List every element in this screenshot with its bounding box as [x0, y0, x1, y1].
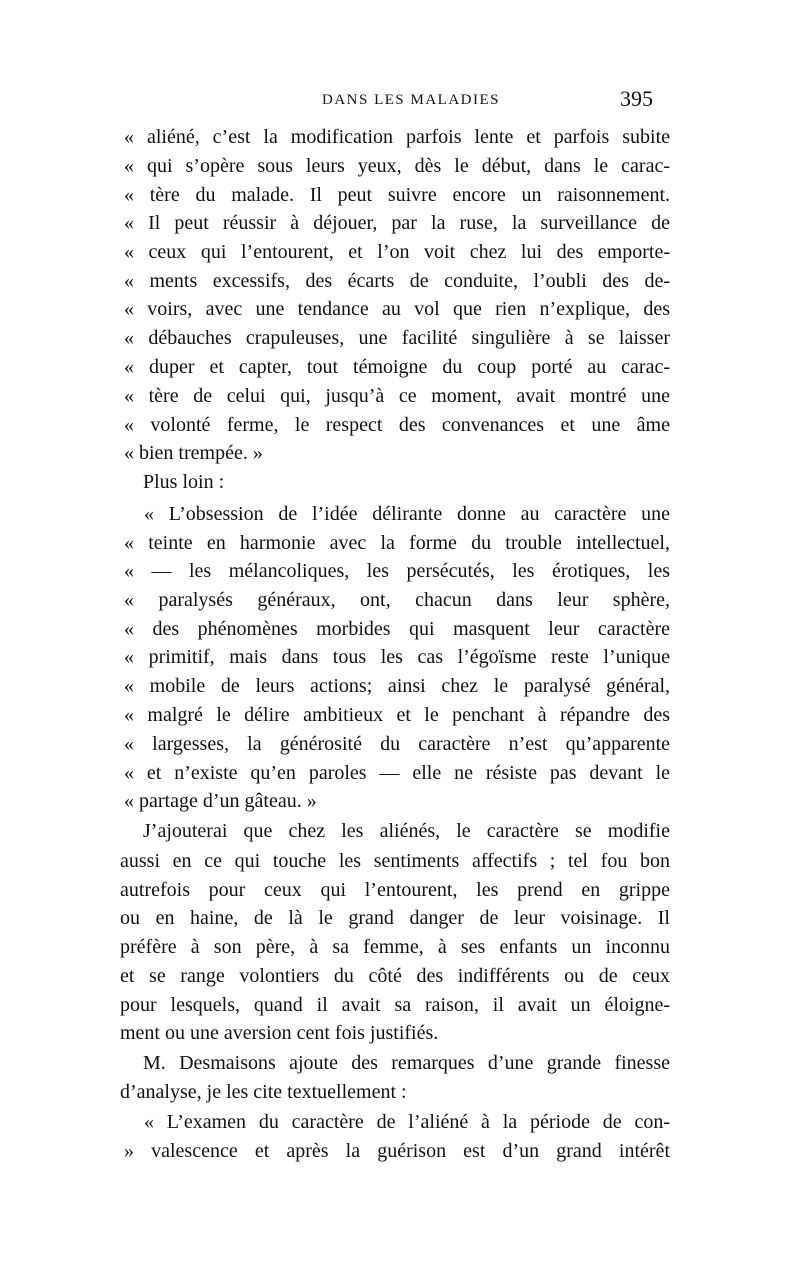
text-line: « Il peut réussir à déjouer, par la ruse, la surveillance de [124, 212, 670, 234]
text-line: » valescence et après la guérison est d’un grand intérêt [124, 1140, 670, 1162]
text-line: aussi en ce qui touche les sentiments affectifs ; tel fou bon [120, 850, 670, 872]
text-line: « ceux qui l’entourent, et l’on voit chez lui des emporte- [124, 241, 670, 263]
text-line: « aliéné, c’est la modification parfois lente et parfois subite [124, 126, 670, 148]
text-line: préfère à son père, à sa femme, à ses enfants un inconnu [120, 936, 670, 958]
text-line: « volonté ferme, le respect des convenances et une âme [124, 414, 670, 436]
text-line: « L’examen du caractère de l’aliéné à la période de con- [144, 1111, 670, 1133]
text-line: « ments excessifs, des écarts de conduite, l’oubli des de- [124, 270, 670, 292]
text-line: « partage d’un gâteau. » [124, 790, 317, 812]
text-line: autrefois pour ceux qui l’entourent, les prend en grippe [120, 879, 670, 901]
text-line: « paralysés généraux, ont, chacun dans leur sphère, [124, 589, 670, 611]
text-line: d’analyse, je les cite textuellement : [120, 1081, 407, 1103]
text-line: « duper et capter, tout témoigne du coup porté au carac- [124, 356, 670, 378]
text-line: Plus loin : [143, 471, 225, 493]
text-line: « tère de celui qui, jusqu’à ce moment, avait montré une [124, 385, 670, 407]
text-line: « tère du malade. Il peut suivre encore un raisonnement. [124, 184, 670, 206]
text-line: et se range volontiers du côté des indifférents ou de ceux [120, 965, 670, 987]
text-line: « qui s’opère sous leurs yeux, dès le début, dans le carac- [124, 155, 670, 177]
text-line: « teinte en harmonie avec la forme du trouble intellectuel, [124, 532, 670, 554]
text-line: ment ou une aversion cent fois justifiés. [120, 1022, 439, 1044]
text-line: « largesses, la générosité du caractère n’est qu’apparente [124, 733, 670, 755]
text-line: « voirs, avec une tendance au vol que rien n’explique, des [124, 298, 670, 320]
text-line: M. Desmaisons ajoute des remarques d’une grande finesse [143, 1052, 670, 1074]
text-line: « primitif, mais dans tous les cas l’égoïsme reste l’unique [124, 646, 670, 668]
running-title: DANS LES MALADIES [322, 92, 501, 108]
text-line: « mobile de leurs actions; ainsi chez le paralysé général, [124, 675, 670, 697]
text-line: J’ajouterai que chez les aliénés, le caractère se modifie [143, 820, 670, 842]
text-line: ou en haine, de là le grand danger de leur voisinage. Il [120, 907, 670, 929]
text-line: « malgré le délire ambitieux et le penchant à répandre des [124, 704, 670, 726]
text-line: « bien trempée. » [124, 442, 263, 464]
text-line: « — les mélancoliques, les persécutés, les érotiques, les [124, 560, 670, 582]
text-line: pour lesquels, quand il avait sa raison, il avait un éloigne- [120, 994, 670, 1016]
text-line: « débauches crapuleuses, une facilité singulière à se laisser [124, 327, 670, 349]
text-line: « et n’existe qu’en paroles — elle ne résiste pas devant le [124, 762, 670, 784]
page-number: 395 [620, 86, 653, 111]
text-line: « L’obsession de l’idée délirante donne au caractère une [144, 503, 670, 525]
text-line: « des phénomènes morbides qui masquent leur caractère [124, 618, 670, 640]
